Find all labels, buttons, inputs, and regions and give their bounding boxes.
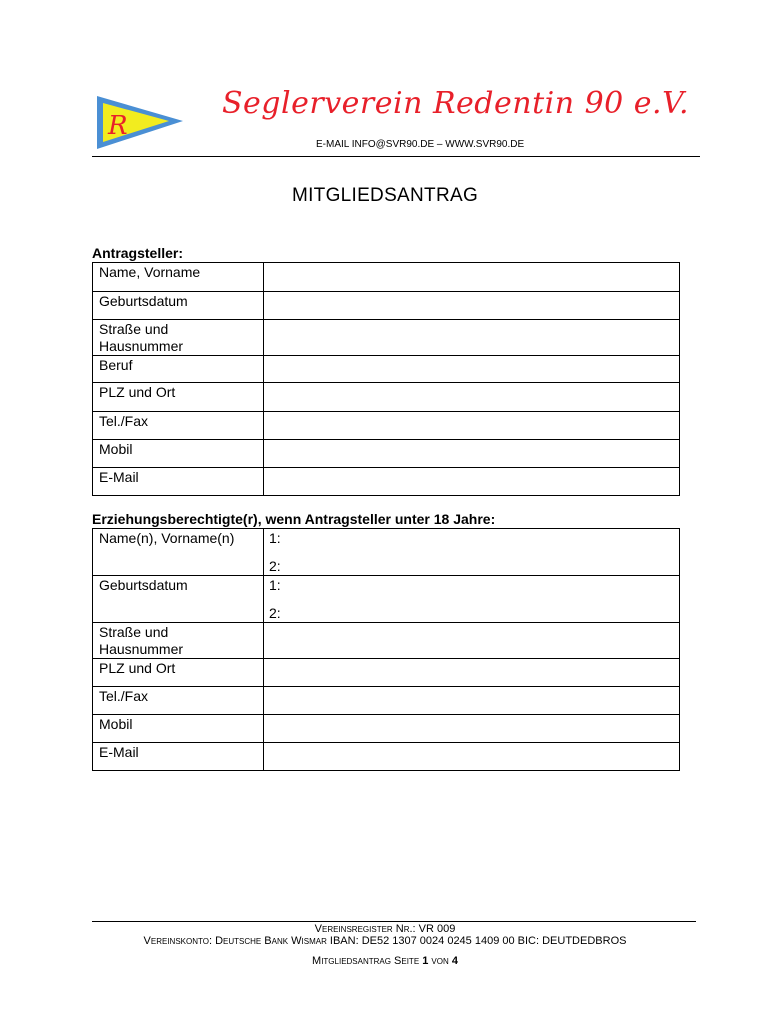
field-label: Name, Vorname [93,263,264,292]
mobile-field[interactable] [264,440,680,468]
profession-field[interactable] [264,356,680,383]
guardian-birthdate-field[interactable] [264,576,680,623]
slot-label: 2: [269,605,281,621]
applicant-row-mobile [93,440,680,468]
logo-letter: R [108,111,128,141]
guardian-city-field[interactable] [264,659,680,687]
guardian-email-field[interactable] [264,743,680,771]
slot-label: 1: [269,530,281,546]
field-label: Geburtsdatum [93,576,264,623]
guardian-row-name [93,529,680,576]
field-label: Mobil [93,715,264,743]
phone-field[interactable] [264,412,680,440]
field-label: Name(n), Vorname(n) [93,529,264,576]
applicant-heading: Antragsteller: [92,245,184,261]
guardian-name-field[interactable] [264,529,680,576]
field-label: Mobil [93,440,264,468]
birthdate-field[interactable] [264,292,680,320]
slot-label: 1: [269,577,281,593]
applicant-row-email [93,468,680,496]
guardian-row-city [93,659,680,687]
applicant-row-name [93,263,680,292]
field-label: E-Mail [93,468,264,496]
field-label: PLZ und Ort [93,659,264,687]
applicant-row-street [93,320,680,356]
field-label: E-Mail [93,743,264,771]
footer-account: Vereinskonto: Deutsche Bank Wismar IBAN: DE52 1307 0024 0245 1409 00 BIC: DEUTDEDBROS [143,935,627,947]
page-prefix: Mitgliedsantrag Seite [312,955,420,967]
field-label: PLZ und Ort [93,383,264,412]
footer-register: Vereinsregister Nr.: VR 009 [314,923,456,935]
city-field[interactable] [264,383,680,412]
field-label: Straße und Hausnummer [93,623,264,659]
guardian-row-birthdate [93,576,680,623]
footer-page-info [0,955,770,967]
applicant-row-profession [93,356,680,383]
applicant-row-city [93,383,680,412]
street-field[interactable] [264,320,680,356]
guardian-phone-field[interactable] [264,687,680,715]
name-field[interactable] [264,263,680,292]
guardian-heading: Erziehungsberechtigte(r), wenn Antragsteller unter 18 Jahre: [92,511,496,527]
field-label: Tel./Fax [93,412,264,440]
field-label: Beruf [93,356,264,383]
applicant-row-birthdate [93,292,680,320]
guardian-mobile-field[interactable] [264,715,680,743]
field-label: Geburtsdatum [93,292,264,320]
page-total: 4 [451,955,458,967]
field-label: Straße und Hausnummer [93,320,264,356]
club-pennant-logo [94,93,186,153]
footer-divider [92,921,696,922]
guardian-row-phone [93,687,680,715]
document-title: MITGLIEDSANTRAG [291,185,479,206]
guardian-row-email [93,743,680,771]
email-field[interactable] [264,468,680,496]
page-current: 1 [422,955,429,967]
applicant-row-phone [93,412,680,440]
contact-line: E-MAIL INFO@SVR90.DE – WWW.SVR90.DE [316,139,525,150]
guardian-row-mobile [93,715,680,743]
guardian-row-street [93,623,680,659]
page-of: von [431,955,449,967]
header-divider [92,156,700,157]
club-name: Seglerverein Redentin 90 e.V. [222,86,690,121]
applicant-table [92,262,680,496]
guardian-table [92,528,680,771]
slot-label: 2: [269,558,281,574]
guardian-street-field[interactable] [264,623,680,659]
field-label: Tel./Fax [93,687,264,715]
